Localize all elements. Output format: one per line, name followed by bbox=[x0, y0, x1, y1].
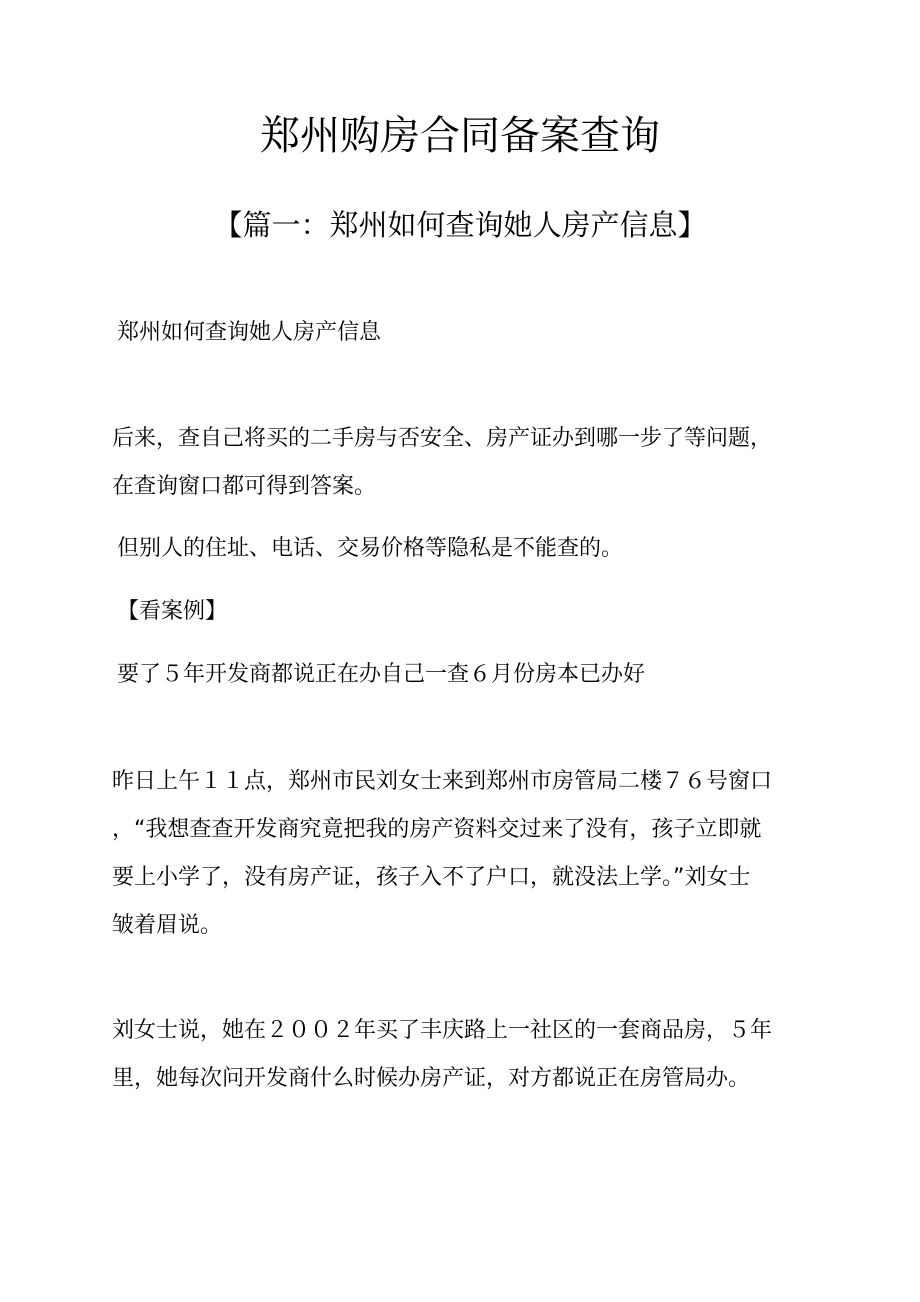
paragraph-line: 刘女士说，她在２００２年买了丰庆路上一社区的一套商品房，５年 bbox=[112, 1018, 773, 1043]
paragraph-line: ，“我想查查开发商究竟把我的房产资料交过来了没有，孩子立即就 bbox=[112, 817, 762, 842]
case-headline: 要了５年开发商都说正在办自己一查６月份房本已办好 bbox=[117, 662, 646, 687]
paragraph-line: 后来，查自己将买的二手房与否安全、房产证办到哪一步了等问题， bbox=[112, 426, 773, 451]
paragraph-2: 但别人的住址、电话、交易价格等隐私是不能查的。 bbox=[117, 536, 624, 561]
section-subtitle: 【篇一：郑州如何查询她人房产信息】 bbox=[213, 208, 707, 242]
article-heading: 郑州如何查询她人房产信息 bbox=[117, 320, 382, 345]
paragraph-line: 要上小学了，没有房产证，孩子入不了户口，就没法上学。”刘女士 bbox=[112, 865, 751, 890]
paragraph-1 bbox=[112, 415, 812, 511]
paragraph-line: 皱着眉说。 bbox=[112, 913, 223, 938]
paragraph-line: 在查询窗口都可得到答案。 bbox=[112, 474, 377, 499]
case-label: 【看案例】 bbox=[117, 599, 228, 624]
paragraph-line: 里，她每次问开发商什么时候办房产证，对方都说正在房管局办。 bbox=[112, 1066, 751, 1091]
paragraph-line: 昨日上午１１点，郑州市民刘女士来到郑州市房管局二楼７６号窗口 bbox=[112, 769, 773, 794]
document-title: 郑州购房合同备案查询 bbox=[260, 113, 660, 159]
paragraph-4 bbox=[112, 1007, 812, 1103]
paragraph-3 bbox=[112, 758, 812, 950]
